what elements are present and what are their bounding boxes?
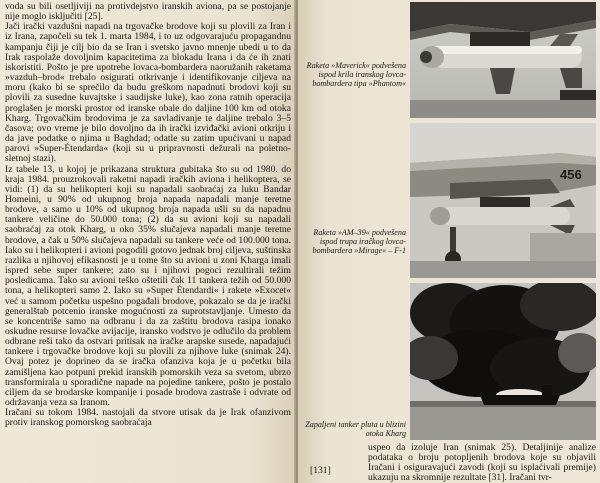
left-body-text [5, 2, 291, 429]
caption-tanker: Zapaljeni tanker pluta u blizini otoka Kharg [305, 420, 406, 438]
paragraph: Jači irački vazdušni napadi na trgovačke brodove koji su plovili za Iran i iz Irana, započeli su tek 1. marta 1984, i to uz odgovarajuću propagandnu kampanju čiji je cilj bio da se Iran i svetsko javno mnenje ubedi u to da Irak raspolaže dovoljnim kapacitetima za blokadu Irana i da će ih znati iskoristiti. Pošto je pre upotrebe lovaca-bombardera naoružanih raketama »vazduh–brod« trebalo osigurati otkrivanje i identifikovanje ciljeva na moru (kako bi se sprečilo da budu greškom napadnuti brodovi koji su plovili za susedne kuvajtske i saudijske luke), kao zona ratnih operacija proglašen je morski prostor od iranske obale do daljine 100 km od otoka Kharg. Trgovačkim brodovima je za savladivanje te daljine trebalo 3–5 časova; ovo vreme je bilo dovoljno da ih irački izviđački avioni otkriju i da jave podatke o njima u Baghdad; odatle su zatim upućivani u napad parovi »Super-Étendarda« (koji su u pripravnosti dežurali na poletno-sletnoj stazi). [5, 21, 291, 165]
photo-burning-tanker [410, 283, 596, 440]
photo-am39-mirage [410, 123, 596, 278]
right-page [298, 0, 600, 483]
caption-maverick: Raketa »Maverick« podvešena ispod krila iranskog lovca-bombardera tipa »Phantom« [306, 61, 406, 88]
aircraft-number-text: 456 [560, 167, 582, 182]
right-bottom-text: uspeo da izoluje Iran (snimak 25). Detaljinije analize podataka o broju potopljenih brodova koje su objavili Iračani i osiguravajući zavodi (koji su isplaćivali premije) ukazuju na skromnije rezultate [31]. Iračani tvr- [368, 442, 596, 483]
photo-maverick-missile [410, 2, 596, 118]
paragraph: Iz tabele 13, u kojoj je prikazana struktura gubitaka što su od 1980. do kraja 1984. prouzrokovali raketni napadi iračkih aviona i helikoptera, se vidi: (1) da su helikopteri koji su napadali saobraćaj za luku Bandar Homeini, u 90% od ukupnog broja napada napadali manje teretne brodove, a samo u 10% od ukupnog broja napada ušli su da napadnu tankere veličine do 50.000 tona; (2) da su avioni koji su napadali saobraćaj za otok Kharg, u oko 35% slučajeva napadali manje teretne brodove, a čak u 50% slučajeva napadali su tankere veće od 100.000 tona. Iako su i helikopteri i avioni pogodili gotovo jednak broj ciljeva, suštinska razlika u njihovoj efikasnosti je u tome što su avioni u zoni Kharga imali ispred sebe super tankere; zato su i njihovi pogoci rezultirali težim posledicama. Tako su avioni teško oštetili čak 11 tankera težih od 50.000 tona, a helikopteri samo 2. Iako su »Super Étendardi« i rakete »Exocet« već u samom početku uspešno pogađali brodove, pokazalo se da je irački generalštab potcenio iranske mogućnosti za suprotstavljanje. Umesto da se koncentriše samo na odbranu i da za zaštitu brodova rasipa ionako oskudne resurse lovačke avijacije, iransko vodstvo je odlučilo da problem odbrane reši tako da ostvari pritisak na iračke arapske susede, napadajući tankere i trgovačke brodove koji su plovili za njihove luke (snimak 24). Ovaj potez je doprineo da se iračka ofanziva koja je u početku bila zamišljena kao potpuni prekid iranskih pomorskih veza sa svetom, ubrzo transformirala u sporadične napade na pojedine tankere, pošto je postalo ciljem da se brodarske kompanije i posade brodova zastraše i odvrate od održavanja veza sa Iranom. [5, 163, 291, 409]
paragraph: voda su bili osetljiviji na protivdejstvo iranskih aviona, pa se postojanje nije moglo isključiti [25]. [5, 1, 291, 23]
page-number: [131] [310, 465, 331, 476]
caption-am39: Raketa »AM–39« podvešena ispod trupa iračkog lovca-bombardera »Mirage« – F-1 [312, 228, 406, 255]
left-page [0, 0, 296, 483]
paragraph: Iračani su tokom 1984. nastojali da stvore utisak da je Irak ofanzivom protiv iranskog pomorskog saobraćaja [5, 407, 291, 429]
